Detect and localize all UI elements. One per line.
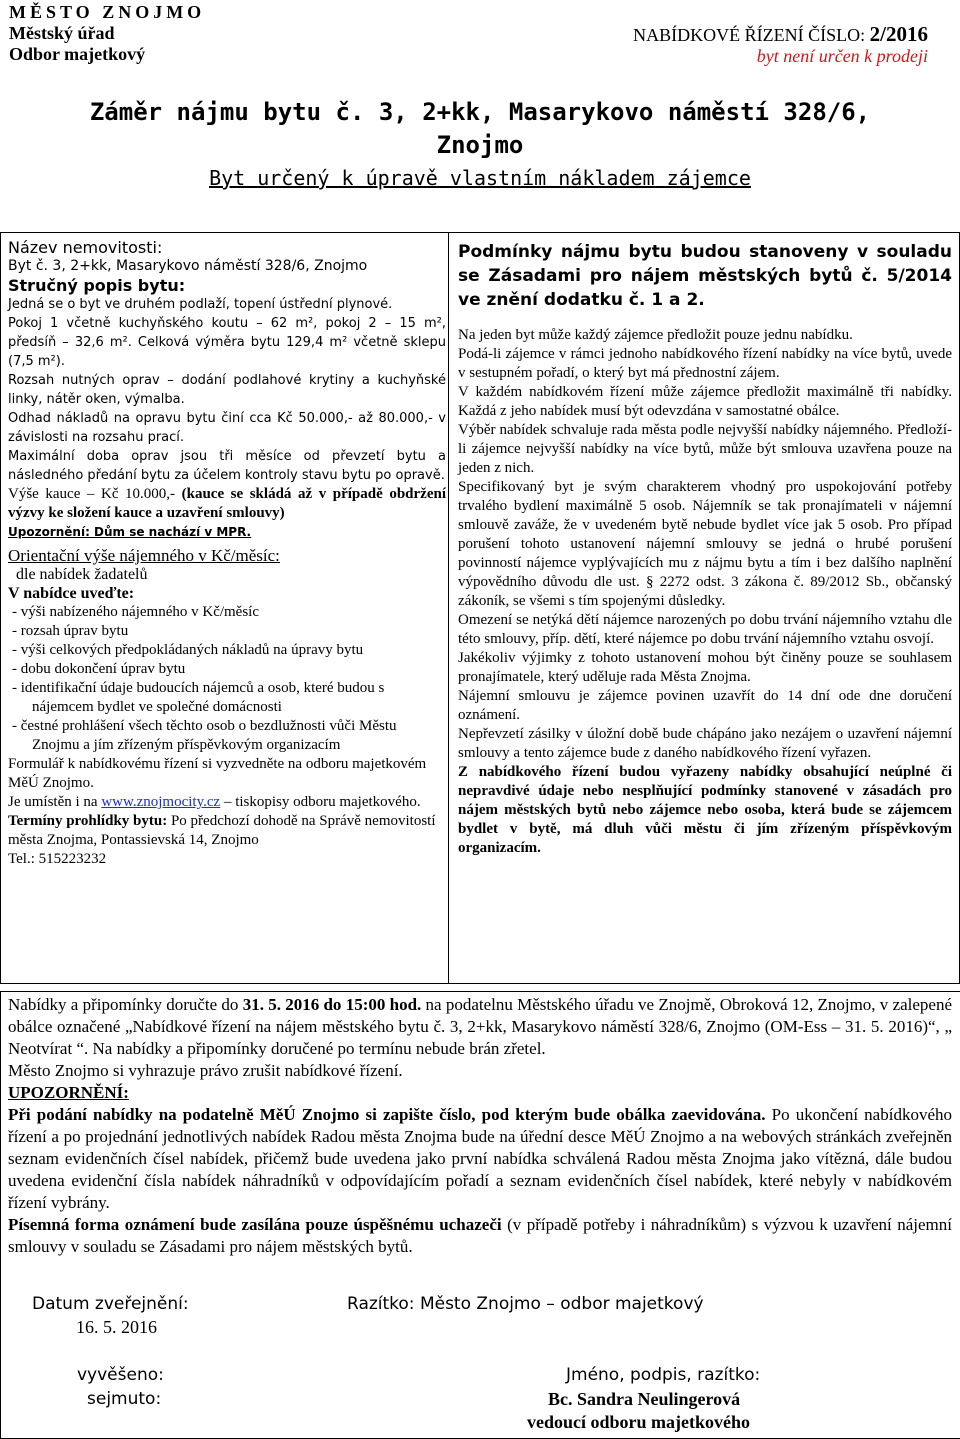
deposit-text [8, 485, 446, 523]
header-right [633, 24, 928, 67]
deposit-condition: (kauce se skládá až v případě obdržení výzvy ke složení kauce a uzavření smlouvy) [8, 486, 446, 521]
phone-number: Tel.: 515223232 [8, 851, 107, 867]
mpr-warning: Upozornění: Dům se nachází v MPR. [8, 525, 252, 539]
written-notice [8, 1214, 952, 1258]
description-repairs: Rozsah nutných oprav – dodání podlahové krytiny a kuchyňské linky, nátěr oken, výmalba. [8, 373, 446, 407]
written-bold: Písemná forma oznámení bude zasílána pouze úspěšnému uchazeči [8, 1215, 502, 1234]
list-item: - dobu dokončení úprav bytu [12, 661, 186, 677]
condition-para: Výběr nabídek schvaluje rada města podle nejvyšší nabídky nájemného. Předloží-li zájemce nejvyšší nabídky na více bytů, může být smlouva uzavřena pouze na jeden z nich. [458, 422, 952, 476]
description-costs: Odhad nákladů na opravu bytu činí cca Kč 50.000,- až 80.000,- v závislosti na rozsahu prací. [8, 411, 446, 445]
property-name-label: Název nemovitosti: [8, 238, 163, 257]
website-link[interactable]: www.znojmocity.cz [101, 794, 221, 810]
exclusion-note: Z nabídkového řízení budou vyřazeny nabídky obsahující neúplné či nepravdivé údaje nebo nesplňující podmínky stanovené v zásadách pro nájem městských bytů nebo zájemce nebo osoba, která bude se zájemcem bydlet v bytě, má dluh vůči městu či jím zřízeným příspěvkovým organizacím. [458, 764, 952, 856]
inspection-info [8, 812, 446, 850]
list-item: - čestné prohlášení všech těchto osob o bezdlužnosti vůči Městu Znojmu a jím zřízeným příspěvkovým organizacím [12, 718, 397, 753]
offer-list [8, 603, 446, 755]
signature-label: Jméno, podpis, razítko: [566, 1365, 761, 1385]
website-prefix: Je umístěn i na [8, 794, 98, 810]
not-for-sale-note: byt není určen k prodeji [756, 46, 928, 66]
description-floor: Jedná se o byt ve druhém podlaží, topení ústřední plynové. [8, 297, 393, 312]
stamp-note: Razítko: Město Znojmo – odbor majetkový [347, 1294, 704, 1314]
office-name: Městský úřad [9, 23, 115, 43]
submission-info [8, 994, 952, 1258]
form-info: Formulář k nabídkovému řízení si vyzvedněte na odboru majetkovém MěÚ Znojmo. [8, 756, 427, 791]
deposit-amount: Výše kauce – Kč 10.000,- [8, 486, 176, 502]
rental-conditions [458, 240, 952, 858]
property-details [8, 238, 446, 869]
description-label: Stručný popis bytu: [8, 276, 186, 295]
publication-date: 16. 5. 2016 [76, 1317, 157, 1337]
website-info [8, 793, 446, 812]
list-item: - výši celkových předpokládaných nákladů na úpravy bytu [12, 642, 364, 658]
warning-body: Po ukončení nabídkového řízení a po projednání jednotlivých nabídek Radou města Znojma bude na úřední desce MěÚ Znojmo a na webových stránkách zveřejněn seznam evidenčních čísel nabídek, přičemž bude uvedena jako první nabídka schválená Radou města Znojma jako vítězná, dále budou uvedena evidenční čísla nabídek náhradníků v odpovídajícím pořadí a seznam evidenčních čísel nabídek, které nebyly v nabídkovém řízení vybrány. [8, 1105, 952, 1212]
description-rooms: Pokoj 1 včetně kuchyňského koutu – 62 m², pokoj 2 – 15 m², předsíň – 32,6 m². Celková výměra bytu 129,4 m² včetně sklepu (7,5 m²). [8, 316, 446, 369]
description-duration: Maximální doba oprav jsou tři měsíce od převzetí bytu a následného předání bytu za účelem kontroly stavu bytu po opravě. [8, 449, 446, 483]
header-left [9, 2, 205, 65]
condition-para: Nepřevzetí zásilky v úložní době bude chápáno jako nezájem o uzavření nájemní smlouvy a tento zájemce bude z daného nabídkového řízení vyřazen. [458, 726, 952, 761]
warning-bold: Při podání nabídky na podatelně MěÚ Znojmo si zapište číslo, pod kterým bude obálka zaevidována. [8, 1105, 766, 1124]
list-item: - identifikační údaje budoucích nájemců a osob, které budou s nájemcem bydlet ve společné domácnosti [12, 680, 385, 715]
page-title: Záměr nájmu bytu č. 3, 2+kk, Masarykovo náměstí 328/6, [89, 98, 871, 126]
offer-label: V nabídce uveďte: [8, 585, 135, 602]
delivery-deadline: 31. 5. 2016 do 15:00 hod. [242, 995, 422, 1014]
publication-label: Datum zveřejnění: [32, 1294, 189, 1314]
warning-label: UPOZORNĚNÍ: [8, 1083, 129, 1102]
warning-text [8, 1104, 952, 1214]
reservation-note: Město Znojmo si vyhrazuje právo zrušit nabídkové řízení. [8, 1061, 403, 1080]
conditions-title: Podmínky nájmu bytu budou stanoveny v souladu se Zásadami pro nájem městských bytů č. 5/2014 ve znění dodatku č. 1 a 2. [458, 242, 952, 310]
condition-para: Nájemní smlouvu je zájemce povinen uzavřít do 14 dní ode dne doručení oznámení. [458, 688, 952, 723]
website-suffix: – tiskopisy odboru majetkového. [223, 794, 421, 810]
posted-label: vyvěšeno: [77, 1365, 164, 1385]
written-body: (v případě potřeby i náhradníkům) s výzvou k uzavření nájemní smlouvy v souladu se Zásadami pro nájem městských bytů. [8, 1215, 952, 1256]
signatory-name: Bc. Sandra Neulingerová [548, 1389, 741, 1409]
delivery-text [8, 994, 952, 1060]
tender-number: 2/2016 [869, 22, 928, 46]
list-item: - rozsah úprav bytu [12, 623, 129, 639]
condition-para: Omezení se netýká dětí nájemce narozených po dobu trvání nájemního vztahu dle této smlouvy, příp. dětí, které nájemce po dobu trvání nájemního vztahu osvojí. [458, 612, 952, 647]
dept-name: Odbor majetkový [9, 44, 146, 64]
rent-label: Orientační výše nájemného v Kč/měsíc: [8, 546, 280, 565]
city-name: MĚSTO ZNOJMO [9, 2, 206, 22]
condition-para: Specifikovaný byt je svým charakterem vhodný pro uspokojování potřeby trvalého bydlení maximálně 5 osob. Nájemník se tak pronajímateli v nájemní smlouvě zaváže, že v uvedeném bytě nebude bydlet více jak 5 osob. Pro případ porušení tohoto ustanovení nájemní smlouvy se jedná o hrubé porušení povinností nájemce vyplývajících mu z nájmu bytu a tím i bez dalšího naplnění výpovědního důvodu dle ust. § 2272 odst. 3 zákona č. 89/2012 Sb., občanský zákoník, se všemi s tím spojenými důsledky. [458, 479, 952, 609]
inspection-label: Termíny prohlídky bytu: [8, 813, 168, 829]
condition-para: Jakékoliv výjimky z tohoto ustanovení mohou být činěny pouze se souhlasem pronajímatele, který uděluje rada Města Znojma. [458, 650, 952, 685]
list-item: - výši nabízeného nájemného v Kč/měsíc [12, 604, 260, 620]
page-subtitle: Byt určený k úpravě vlastním nákladem zájemce [209, 166, 751, 190]
rent-value: dle nabídek žadatelů [16, 566, 148, 583]
signatory-role: vedoucí odboru majetkového [527, 1412, 751, 1432]
page-title-2: Znojmo [436, 131, 524, 159]
condition-para: V každém nabídkovém řízení může zájemce předložit maximálně tři nabídky. Každá z jeho nabídek musí být odevzdána v samostatné obálce. [458, 384, 952, 419]
delivery-prefix: Nabídky a připomínky doručte do [8, 995, 239, 1014]
tender-label: NABÍDKOVÉ ŘÍZENÍ ČÍSLO: [633, 25, 866, 45]
removed-label: sejmuto: [87, 1389, 162, 1409]
condition-para: Podá-li zájemce v rámci jednoho nabídkového řízení nabídky na více bytů, uvede v sestupném pořadí, o který byt má přednostní zájem. [458, 346, 952, 381]
property-name-value: Byt č. 3, 2+kk, Masarykovo náměstí 328/6, Znojmo [8, 258, 368, 274]
condition-para: Na jeden byt může každý zájemce předložit pouze jednu nabídku. [458, 327, 853, 343]
column-divider [448, 232, 449, 984]
inspection-text: Po předchozí dohodě na Správě nemovitostí města Znojma, Pontassievská 14, Znojmo [8, 813, 436, 848]
delivery-details: na podatelnu Městského úřadu ve Znojmě, Obroková 12, Znojmo, v zalepené obálce označené „Nabídkové řízení na nájem městského bytu č. 3, 2+kk, Masarykovo náměstí 328/6, Znojmo (OM-Ess – 31. 5. 2016)“, „ Neotvírat “. Na nabídky a připomínky doručené po termínu nebude brán zřetel. [8, 995, 953, 1058]
